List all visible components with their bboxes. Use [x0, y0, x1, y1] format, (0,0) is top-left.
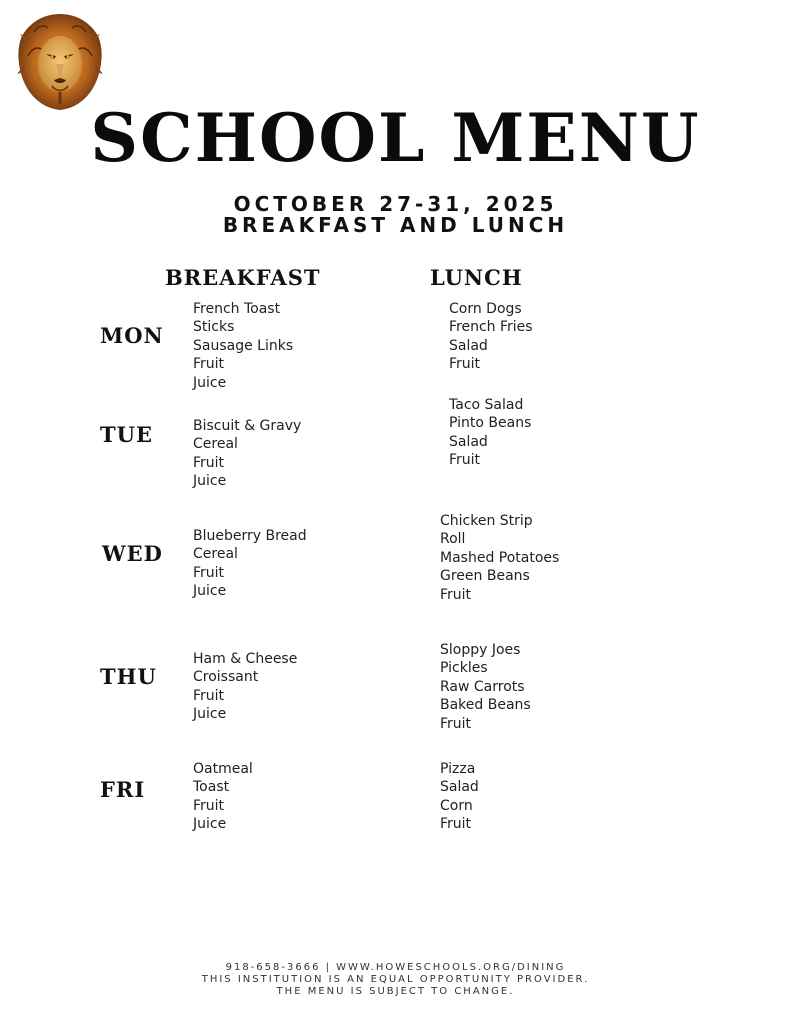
page-title: SCHOOL MENU — [90, 99, 701, 177]
lunch-list-tue — [449, 396, 531, 470]
footer-contact: 918-658-3666 | WWW.HOWESCHOOLS.ORG/DINING — [225, 962, 566, 973]
list-item: Ham & Cheese — [193, 651, 298, 667]
footer-equal-opportunity: THIS INSTITUTION IS AN EQUAL OPPORTUNITY PROVIDER. — [201, 974, 590, 985]
list-item: Cereal — [193, 546, 238, 563]
list-item: Salad — [449, 337, 488, 354]
list-item: Fruit — [193, 797, 225, 814]
list-item: Raw Carrots — [440, 678, 525, 695]
list-item: Oatmeal — [193, 761, 253, 777]
list-item: Pizza — [440, 761, 476, 777]
list-item: French Fries — [449, 319, 533, 336]
list-item: Fruit — [440, 715, 472, 732]
list-item: Corn Dogs — [449, 301, 522, 317]
list-item: Mashed Potatoes — [440, 549, 560, 566]
list-item: Salad — [449, 433, 488, 450]
list-item: Green Beans — [440, 568, 530, 585]
list-item: Pinto Beans — [449, 415, 532, 432]
list-item: French Toast — [193, 301, 281, 317]
list-item: Fruit — [193, 454, 225, 471]
menu-meals: BREAKFAST AND LUNCH — [222, 213, 569, 237]
lunch-list-mon — [449, 300, 533, 374]
breakfast-list-fri — [193, 760, 253, 834]
list-item: Fruit — [449, 452, 481, 469]
list-item: Juice — [193, 816, 227, 833]
day-label-tue: TUE — [100, 422, 153, 447]
breakfast-list-wed — [193, 527, 307, 601]
list-item: Blueberry Bread — [193, 528, 307, 544]
list-item: Juice — [193, 583, 227, 600]
list-item: Fruit — [193, 687, 225, 704]
breakfast-list-mon — [193, 300, 293, 392]
day-label-wed: WED — [102, 541, 163, 566]
lunch-list-fri — [440, 760, 479, 834]
day-label-thu: THU — [100, 664, 157, 689]
menu-dates: OCTOBER 27-31, 2025 — [233, 192, 558, 216]
list-item: Fruit — [449, 356, 481, 373]
lunch-heading: LUNCH — [430, 265, 523, 290]
list-item: Fruit — [440, 816, 472, 833]
lion-head-icon — [16, 12, 104, 112]
list-item: Fruit — [440, 586, 472, 603]
lunch-list-wed — [440, 512, 559, 604]
list-item: Fruit — [193, 564, 225, 581]
list-item: Cereal — [193, 436, 238, 453]
list-item: Juice — [193, 473, 227, 490]
footer-disclaimer: THE MENU IS SUBJECT TO CHANGE. — [276, 986, 515, 997]
list-item: Chicken Strip — [440, 513, 533, 529]
list-item: Juice — [193, 374, 227, 391]
day-label-mon: MON — [100, 323, 164, 348]
list-item: Taco Salad — [449, 397, 524, 413]
list-item: Croissant — [193, 669, 259, 686]
day-label-fri: FRI — [100, 777, 146, 802]
lunch-list-thu — [440, 641, 531, 733]
list-item: Sausage Links — [193, 337, 294, 354]
list-item: Fruit — [193, 356, 225, 373]
list-item: Juice — [193, 706, 227, 723]
list-item: Baked Beans — [440, 697, 531, 714]
list-item: Sloppy Joes — [440, 642, 521, 658]
list-item: Biscuit & Gravy — [193, 418, 302, 434]
list-item: Corn — [440, 797, 473, 814]
list-item: Toast — [193, 779, 230, 796]
breakfast-list-tue — [193, 417, 301, 491]
breakfast-heading: BREAKFAST — [165, 265, 321, 290]
list-item: Salad — [440, 779, 479, 796]
list-item: Pickles — [440, 660, 488, 677]
list-item: Roll — [440, 531, 466, 548]
list-item: Sticks — [193, 319, 235, 336]
breakfast-list-thu — [193, 650, 297, 724]
